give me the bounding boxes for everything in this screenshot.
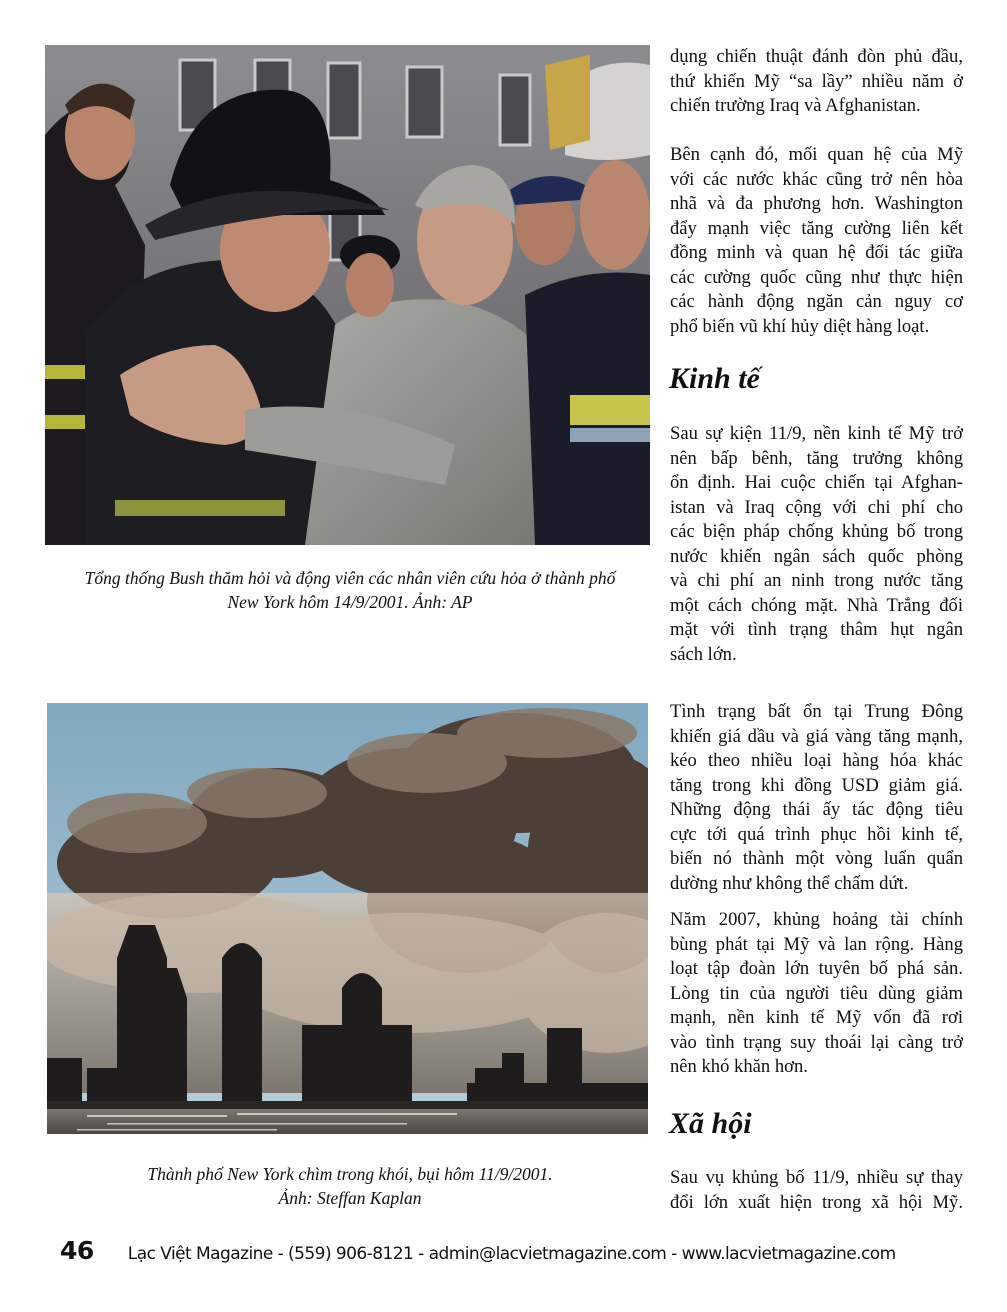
text-line: thứ khiến Mỹ “sa lầy” nhiều năm ở: [670, 70, 963, 92]
text-line: với các nước khác cũng trở nên hòa: [670, 168, 963, 190]
text-line: đổi lớn xuất hiện trong xã hội Mỹ.: [670, 1191, 963, 1213]
text-line: cực tới quá trình phục hồi kinh tế,: [670, 823, 963, 845]
new-york-smoke-photo: [47, 703, 648, 1134]
text-line: sách lớn.: [670, 643, 737, 665]
text-line: dường như không thể chấm dứt.: [670, 872, 909, 894]
text-line: nên bấp bênh, tăng trưởng không: [670, 447, 963, 469]
photo-caption-2: [90, 1162, 610, 1210]
text-line: và chi phí an ninh trong nước tăng: [670, 570, 963, 591]
text-line: Tình trạng bất ổn tại Trung Đông: [670, 701, 963, 722]
text-line: bùng phát tại Mỹ và lan rộng. Hàng: [670, 933, 963, 955]
text-line: các biện pháp chống khủng bố trong: [670, 521, 963, 542]
photo-illustration: [45, 45, 650, 545]
text-line: khiến giá dầu và giá vàng tăng mạnh,: [670, 725, 963, 747]
text-line: dụng chiến thuật đánh đòn phủ đầu,: [670, 46, 963, 67]
text-line: phổ biến vũ khí hủy diệt hàng loạt.: [670, 315, 930, 337]
text-line: tăng trong khi đồng USD giảm giá.: [670, 774, 963, 796]
page-footer: [60, 1236, 896, 1268]
caption-line: Thành phố New York chìm trong khói, bụi hôm 11/9/2001.: [147, 1164, 553, 1184]
text-line: Sau vụ khủng bố 11/9, nhiều sự thay: [670, 1167, 963, 1188]
text-line: Sau sự kiện 11/9, nền kinh tế Mỹ trở: [670, 423, 963, 444]
text-line: nên khó khăn hơn.: [670, 1056, 808, 1077]
text-line: istan và Iraq cộng với chi phí cho: [670, 496, 963, 518]
text-line: các hành động ngăn cản nguy cơ: [670, 291, 963, 312]
article-paragraph-5: [670, 908, 963, 1080]
photo-illustration: [47, 703, 648, 1134]
text-line: nhã và đa phương hơn. Washington: [670, 193, 963, 214]
text-line: đồng minh và quan hệ đối tác giữa: [670, 242, 963, 263]
text-line: loạt tập đoàn lớn tuyên bố phá sản.: [670, 958, 963, 979]
text-line: mạnh, nền kinh tế Mỹ vốn đã rơi: [670, 1007, 963, 1028]
photo-caption-1: [40, 566, 660, 614]
article-paragraph-3: [670, 422, 963, 667]
caption-line: Ảnh: Steffan Kaplan: [278, 1188, 422, 1208]
page-number: 46: [60, 1236, 94, 1265]
text-line: mặt với tình trạng thâm hụt ngân: [670, 619, 963, 640]
caption-line: New York hôm 14/9/2001. Ảnh: AP: [227, 592, 473, 612]
text-line: vào tình trạng suy thoái lại càng trở: [670, 1031, 963, 1053]
article-paragraph-2: [670, 143, 963, 339]
text-line: Năm 2007, khủng hoảng tài chính: [670, 909, 963, 930]
section-heading-society: Xã hội: [669, 1107, 752, 1140]
text-line: đẩy mạnh việc tăng cường liên kết: [670, 217, 963, 239]
text-line: Những động thái ấy tác động tiêu: [670, 799, 963, 820]
text-line: Lòng tin của người tiêu dùng giảm: [670, 982, 963, 1004]
text-line: nước khiến ngân sách quốc phòng: [670, 545, 963, 567]
text-line: ổn định. Hai cuộc chiến tại Afghan-: [670, 472, 963, 493]
article-paragraph-1: [670, 45, 963, 119]
footer-contact-text: Lạc Việt Magazine - (559) 906-8121 - admin@lacvietmagazine.com - www.lacvietmagazine.com: [127, 1244, 896, 1264]
text-line: chiến trường Iraq và Afghanistan.: [670, 95, 921, 116]
text-line: một cách chóng mặt. Nhà Trắng đối: [670, 594, 963, 616]
article-paragraph-4: [670, 700, 963, 896]
caption-line: Tổng thống Bush thăm hỏi và động viên các nhân viên cứu hỏa ở thành phố: [84, 568, 616, 588]
text-line: các cường quốc cũng như thực hiện: [670, 266, 963, 288]
text-line: kéo theo nhiều loại hàng hóa khác: [670, 750, 963, 771]
bush-firefighter-photo: [45, 45, 650, 545]
article-paragraph-6: [670, 1166, 963, 1215]
section-heading-economy: Kinh tế: [669, 362, 760, 395]
text-line: Bên cạnh đó, mối quan hệ của Mỹ: [670, 144, 963, 165]
text-line: biến nó thành một vòng luẩn quẩn: [670, 848, 963, 869]
